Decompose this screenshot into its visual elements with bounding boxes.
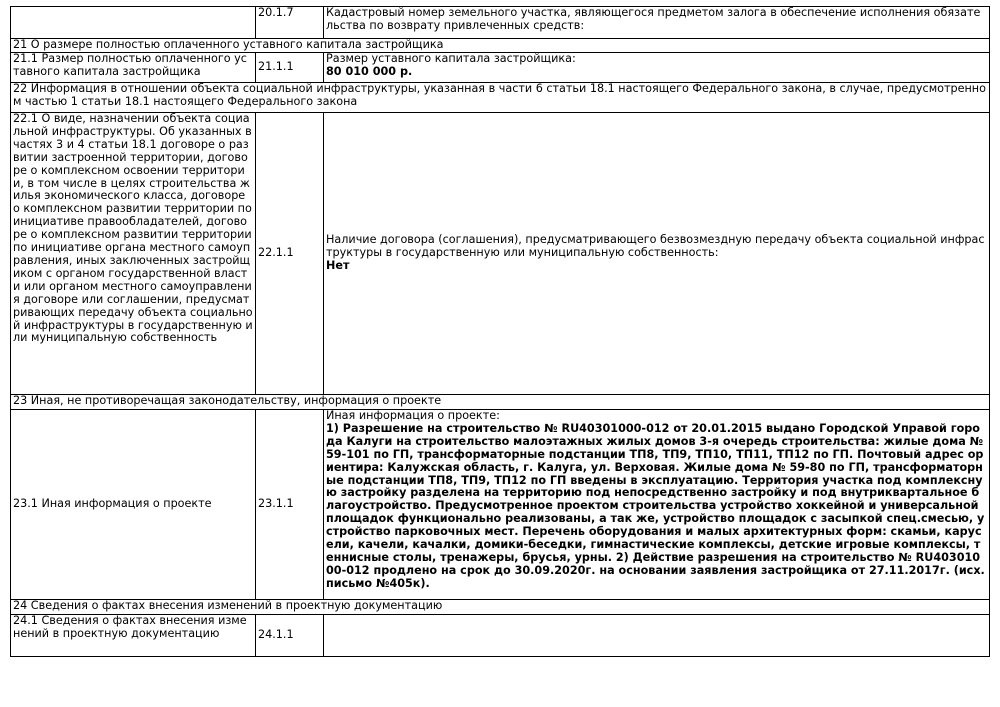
section-header-row (11, 395, 990, 410)
row-label-cell (11, 7, 256, 39)
row-value (324, 615, 990, 657)
section-22-header: 22 Информация в отношении объекта социальной инфраструктуры, указанная в части 6 статьи 18.1 настоящего Федерального закона, в случае, предусмотренном частью 1 статьи 18.1 настоящего Федерального закона (11, 83, 990, 113)
charter-capital-value: 80 010 000 р. (326, 64, 413, 78)
row-label: 21.1 Размер полностью оплаченного уставного капитала застройщика (11, 53, 256, 83)
field-title: Наличие договора (соглашения), предусматривающего безвозмездную передачу объекта социальной инфраструктуры в государственную или муниципальную собственность: (326, 233, 985, 260)
section-24-header: 24 Сведения о фактах внесения изменений в проектную документацию (11, 600, 990, 615)
row-code: 22.1.1 (256, 113, 324, 395)
row-code: 21.1.1 (256, 53, 324, 83)
table-row (11, 53, 990, 83)
section-header-row (11, 39, 990, 53)
row-value-cell (324, 113, 990, 395)
field-title: Размер уставного капитала застройщика: (326, 52, 576, 65)
row-label: 23.1 Иная информация о проекте (11, 410, 256, 600)
row-label: 22.1 О виде, назначении объекта социальной инфраструктуры. Об указанных в частях 3 и 4 статьи 18.1 договоре о развитии застроенной территории, договоре о комплексном освоении территории, в том числе в целях строительства жилья экономического класса, договоре о комплексном развитии территории по инициативе правообладателей, договоре о комплексном развитии территории по инициативе органа местного самоуправления, иных заключенных застройщиком с органом государственной власти или органом местного самоуправления договоре или соглашении, предусматривающих передачу объекта социальной инфраструктуры в государственную или муниципальную собственность (11, 113, 256, 395)
section-21-header: 21 О размере полностью оплаченного уставного капитала застройщика (11, 39, 990, 53)
table-row (11, 410, 990, 600)
section-header-row (11, 600, 990, 615)
table-row (11, 113, 990, 395)
row-value: Кадастровый номер земельного участка, являющегося предметом залога в обеспечение исполнения обязательства по возврату привлеченных средств: (324, 7, 990, 39)
row-label: 24.1 Сведения о фактах внесения изменений в проектную документацию (11, 615, 256, 657)
project-declaration-table (10, 6, 990, 657)
project-info-value: 1) Разрешение на строительство № RU40301000-012 от 20.01.2015 выдано Городской Управой города Калуги на строительство малоэтажных жилых домов 3-я очередь строительства: жилые дома № 59-101 по ГП, трансформаторные подстанции ТП8, ТП9, ТП10, ТП11, ТП12 по ГП. Почтовый адрес ориентира: Калужская область, г. Калуга, ул. Верховая. Жилые дома № 59-80 по ГП, трансформаторные подстанции ТП8, ТП9, ТП12 по ГП введены в эксплуатацию. Территория участка под комплексную застройку разделена на территорию под непосредственно застройку и под внутриквартальное благоустройство. Предусмотренное проектом строительства устройство хоккейной и универсальной площадок функционально реализованы, а так же, устройство площадок с засыпкой спец.смесью, устройство парковочных мест. Перечень оборудования и малых архитектурных форм: скамьи, карусели, качели, качалки, домики-беседки, гимнастические комплексы, детские игровые комплексы, теннисные столы, тренажеры, брусья, урны. 2) Действие разрешения на строительство № RU40301000-012 продлено на срок до 30.09.2020г. на основании заявления застройщика от 27.11.2017г. (исх. письмо №405к). (326, 421, 985, 590)
table-row (11, 7, 990, 39)
section-23-header: 23 Иная, не противоречащая законодательству, информация о проекте (11, 395, 990, 410)
row-code: 24.1.1 (256, 615, 324, 657)
agreement-value: Нет (326, 258, 350, 272)
row-value-cell (324, 53, 990, 83)
field-title: Иная информация о проекте: (326, 409, 500, 422)
row-code: 20.1.7 (256, 7, 324, 39)
table-row (11, 615, 990, 657)
row-code: 23.1.1 (256, 410, 324, 600)
row-value-cell (324, 410, 990, 600)
section-header-row (11, 83, 990, 113)
